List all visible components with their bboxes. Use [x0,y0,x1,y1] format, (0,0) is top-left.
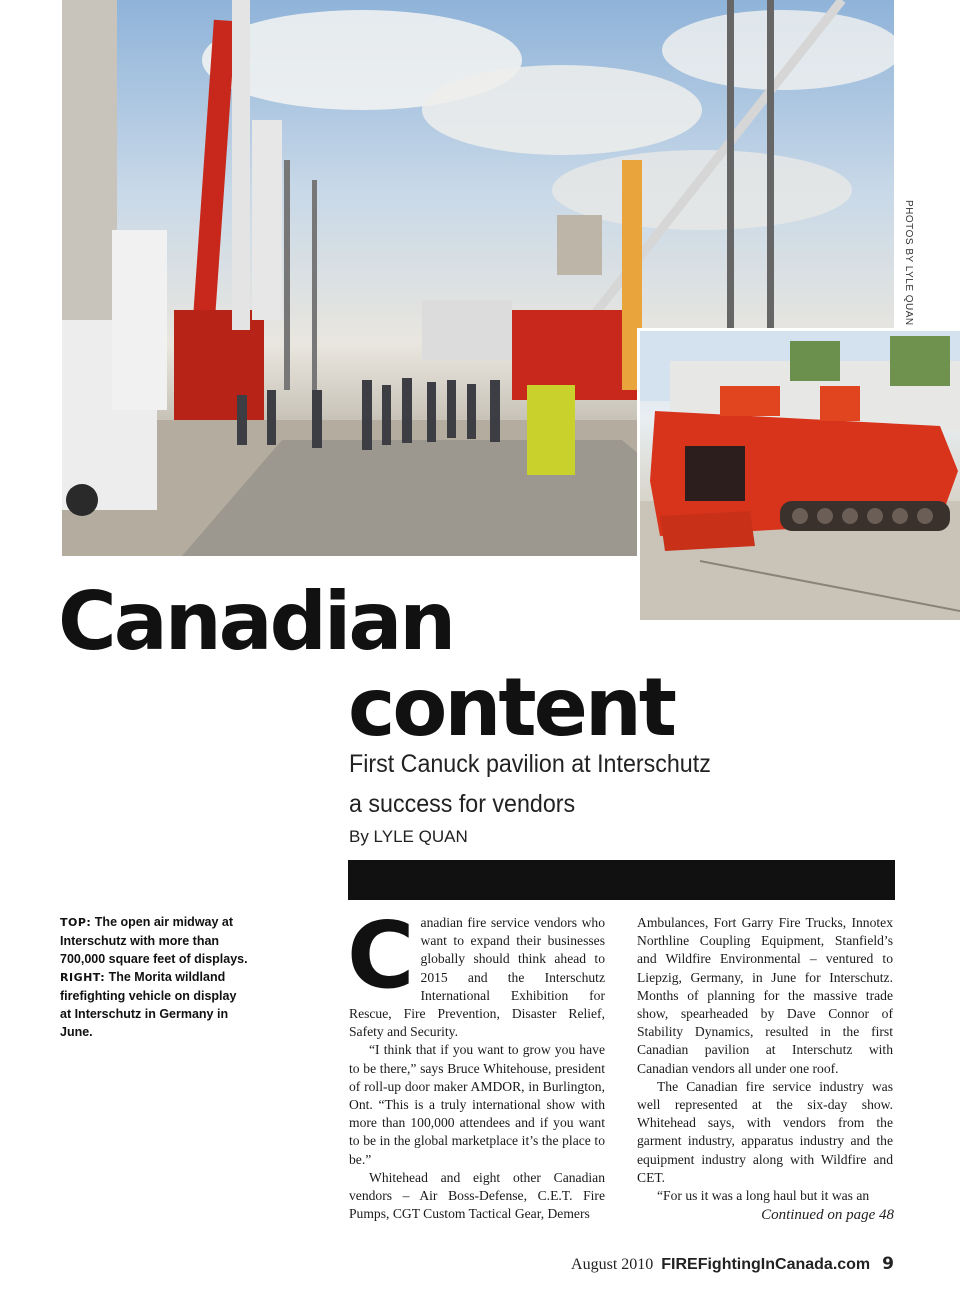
article-paragraph: Ambulances, Fort Garry Fire Trucks, Innotex Northline Coupling Equipment, Stanfield’s and Wildfire Environmental – ventured to Liepzig, Germany, in June for Interschutz. Months of planning for the massive trade show, spearheaded by Dave Connor of Stability Dynamics, resulted in the first Canadian pavilion at Interschutz with Canadian vendors all under one roof. [637,915,893,1076]
page-footer [571,1254,894,1274]
caption-right-text: The Morita wildland firefighting vehicle on display at Interschutz in Germany in June. [60,970,237,1039]
photo-credit: PHOTOS BY LYLE QUAN [903,200,914,326]
subhead-line-2: a success for vendors [349,790,576,818]
morita-vehicle-illustration [640,331,960,620]
drop-cap: C [347,902,415,1009]
article-paragraph: “I think that if you want to grow you have to be there,” says Bruce Whitehouse, president of roll-up door maker AMDOR, in Burlington, Ont. “This is a truly international show with more than 100,000 attendees and if you want to be in the global marketplace it’s the place to be.” [349,1042,605,1167]
continued-link[interactable]: Continued on page 48 [761,1207,894,1223]
caption-top-label: TOP: [60,916,92,929]
article-paragraph: “For us it was a long haul but it was an [657,1188,870,1204]
footer-date: August 2010 [571,1256,654,1273]
headline-line-2: content [348,661,675,754]
footer-site[interactable]: FIREFightingInCanada.com [661,1256,871,1273]
subhead-line-1: First Canuck pavilion at Interschutz [349,750,711,778]
byline: By LYLE QUAN [349,827,468,846]
headline-line-1: Canadian [58,575,454,668]
morita-vehicle-photo [637,328,960,620]
article-column-2 [637,914,893,1205]
page-number: 9 [882,1254,894,1274]
article-paragraph: Whitehead and eight other Canadian vendors – Air Boss-Defense, C.E.T. Fire Pumps, CGT Custom Tactical Gear, Demers [349,1169,605,1222]
article-paragraph: The Canadian fire service industry was well represented at the six-day show. Whitehead says, with vendors from the garment industry, apparatus industry and the equipment industry along with Wildfire and CET. [637,1078,893,1185]
subheadline [349,744,740,824]
caption-right-label: RIGHT: [60,971,106,984]
article-paragraph: anadian fire service vendors who want to expand their businesses globally should think ahead to 2015 and the Interschutz International Exhibition for Rescue, Fire Prevention, Disaster Relief, Safety and Security. [349,915,605,1040]
article-column-1 [347,902,605,1223]
divider-bar [348,860,895,900]
photo-caption [60,913,250,1041]
caption-top-text: The open air midway at Interschutz with more than 700,000 square feet of displays. [60,915,248,966]
